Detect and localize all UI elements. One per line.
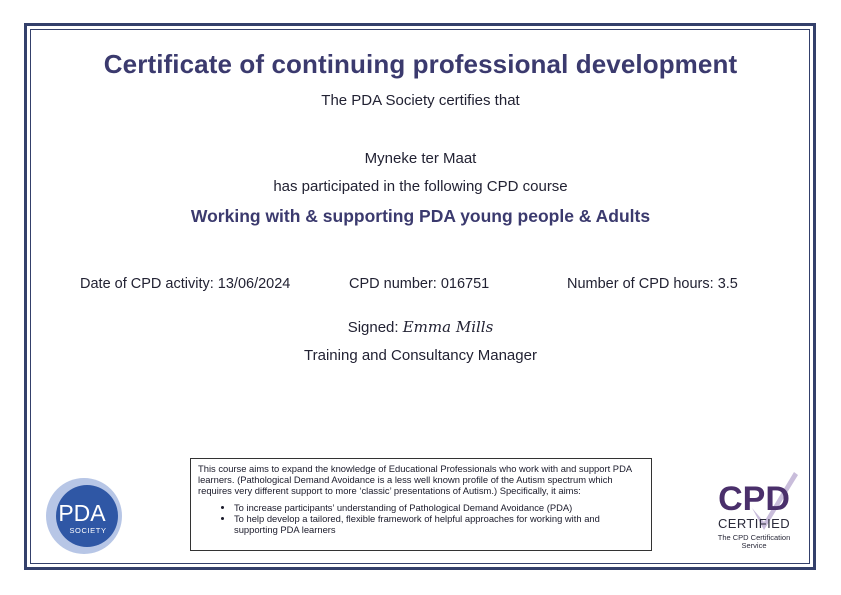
- pda-logo-subtext: SOCIETY: [69, 526, 107, 535]
- cpd-logo-text: CPD: [718, 480, 790, 518]
- signature-line: [0, 318, 841, 336]
- cpd-certified-logo: [706, 470, 802, 552]
- course-description-intro: This course aims to expand the knowledge of Educational Professionals who work with and support PDA learners. (Pathological Demand Avoidance is a less well known profile of the Autism spectrum which requires very different support to more ‘classic’ presentations of Autism.) Specifically, it aims:: [198, 463, 632, 497]
- course-aim-item: • To increase participants’ understanding of Pathological Demand Avoidance (PDA): [234, 502, 644, 513]
- course-aim-item: • To help develop a tailored, flexible framework of helpful approaches for working with and supporting PDA learners: [234, 513, 644, 535]
- course-description-box: [190, 458, 652, 551]
- signatory-role: Training and Consultancy Manager: [304, 347, 537, 364]
- participation-line: has participated in the following CPD course: [273, 178, 568, 195]
- pda-society-logo: [40, 476, 128, 556]
- cpd-date: Date of CPD activity: 13/06/2024: [80, 276, 291, 292]
- cpd-hours: Number of CPD hours: 3.5: [567, 276, 738, 292]
- course-aims-list: [198, 502, 644, 536]
- cpd-service-line-1: The CPD Certification: [717, 533, 791, 542]
- signed-label: Signed:: [347, 319, 399, 336]
- issuer-line: The PDA Society certifies that: [321, 92, 520, 109]
- course-title: Working with & supporting PDA young people & Adults: [190, 206, 651, 226]
- cpd-number: CPD number: 016751: [349, 276, 490, 292]
- participant-name: Myneke ter Maat: [364, 150, 477, 167]
- signature: Emma Mills: [402, 318, 494, 336]
- pda-logo-text: PDA: [58, 500, 106, 526]
- certificate-title: Certificate of continuing professional development: [103, 49, 738, 79]
- cpd-service-line-2: Service: [741, 541, 767, 550]
- cpd-certified-text: CERTIFIED: [718, 516, 790, 531]
